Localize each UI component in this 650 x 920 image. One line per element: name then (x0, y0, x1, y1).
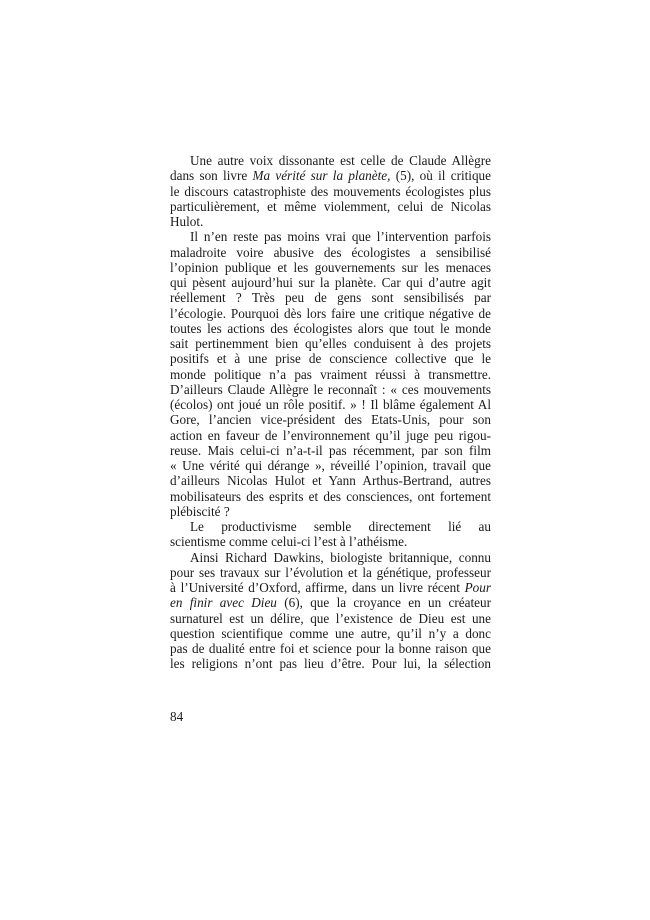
text-segment: action en faveur de l’environnement qu’il juge peu rigou- (170, 427, 491, 443)
text-line (170, 565, 491, 580)
text-segment: monde politique n’a pas vraiment réussi à transmettre. (170, 366, 491, 382)
text-line (170, 595, 491, 610)
text-segment: le discours catastrophiste des mouvements écologistes plus (170, 183, 491, 199)
text-segment: à l’Université d’Oxford, affirme, dans un livre récent (170, 580, 465, 595)
text-segment: mobilisateurs des esprits et des consciences, ont fortement (170, 488, 491, 504)
text-line (170, 306, 491, 321)
text-segment: plébiscité ? (170, 503, 230, 519)
text-segment: sait pertinemment bien qu’elles conduisent à des projets (170, 336, 491, 351)
text-segment: reuse. Mais celui-ci n’a-t-il pas récemment, par son film (170, 442, 491, 458)
text-segment: (6), que la croyance en un créateur (276, 595, 492, 611)
text-segment: (5), où il critique (390, 168, 492, 184)
text-segment: l’opinion publique et les gouvernements sur les menaces (170, 259, 491, 275)
text-line (170, 275, 491, 290)
text-line (170, 351, 491, 366)
text-segment: Ainsi Richard Dawkins, biologiste britannique, connu (190, 549, 491, 565)
text-segment: maladroite voire abusive des écologistes a sensibilisé (170, 244, 491, 260)
text-line (170, 336, 491, 351)
text-segment: question scientifique comme une autre, qu’il n’y a donc (170, 625, 491, 641)
text-line (170, 290, 491, 305)
text-line (170, 153, 491, 168)
text-segment: scientisme comme celui-ci l’est à l’athéisme. (170, 534, 408, 550)
text-line (170, 199, 491, 214)
text-segment: réellement ? Très peu de gens sont sensibilisés par (170, 290, 491, 306)
text-line (170, 214, 491, 229)
text-segment: pour ses travaux sur l’évolution et la génétique, professeur (170, 564, 491, 580)
text-line (170, 397, 491, 412)
italic-title: Ma vérité sur la planète, (252, 168, 391, 184)
text-segment: l’écologie. Pourquoi dès lors faire une critique négative de (170, 305, 491, 321)
text-segment: Le productivisme semble directement lié au (190, 519, 491, 534)
text-line (170, 580, 491, 595)
text-line (170, 260, 491, 275)
italic-title: Pour (464, 580, 491, 595)
page-number: 84 (170, 709, 184, 724)
body-text (170, 153, 491, 672)
text-line (170, 321, 491, 336)
text-segment: (écolos) ont joué un rôle positif. » ! Il blâme également Al (170, 397, 491, 412)
text-line (170, 168, 491, 183)
text-line (170, 656, 491, 671)
text-line (170, 412, 491, 427)
text-segment: pas de dualité entre foi et science pour la bonne raison que (170, 641, 491, 656)
text-line (170, 611, 491, 626)
text-line (170, 229, 491, 244)
text-line (170, 428, 491, 443)
text-line (170, 382, 491, 397)
text-segment: d’ailleurs Nicolas Hulot et Yann Arthus-Bertrand, autres (170, 473, 491, 489)
text-segment: Une autre voix dissonante est celle de Claude Allègre (190, 153, 491, 168)
text-segment: qui pèsent aujourd’hui sur la planète. Car qui d’autre agit (170, 275, 491, 290)
text-line (170, 641, 491, 656)
text-segment: toutes les actions des écologistes alors que tout le monde (170, 320, 491, 336)
text-line (170, 245, 491, 260)
text-segment: les religions n’ont pas lieu d’être. Pour lui, la sélection (170, 656, 491, 672)
text-segment: positifs et à une prise de conscience collective que le (170, 351, 491, 367)
text-line (170, 626, 491, 641)
text-segment: dans son livre (170, 168, 253, 184)
text-line (170, 473, 491, 488)
text-line (170, 534, 491, 549)
text-line (170, 443, 491, 458)
text-segment: « Une vérité qui dérange », réveillé l’opinion, travail que (170, 458, 491, 473)
text-line (170, 367, 491, 382)
text-line (170, 184, 491, 199)
italic-title: en finir avec Dieu (170, 595, 277, 611)
text-segment: D’ailleurs Claude Allègre le reconnaît : « ces mouvements (170, 381, 491, 397)
text-line (170, 504, 491, 519)
text-segment: Hulot. (170, 214, 204, 229)
text-line (170, 489, 491, 504)
text-segment: particulièrement, et même violemment, celui de Nicolas (170, 198, 491, 214)
text-line (170, 519, 491, 534)
text-segment: surnaturel est un délire, que l’existence de Dieu est une (170, 610, 491, 626)
text-segment: Gore, l’ancien vice-président des Etats-Unis, pour son (170, 412, 491, 428)
text-segment: Il n’en reste pas moins vrai que l’intervention parfois (190, 229, 491, 245)
text-line (170, 458, 491, 473)
text-line (170, 550, 491, 565)
